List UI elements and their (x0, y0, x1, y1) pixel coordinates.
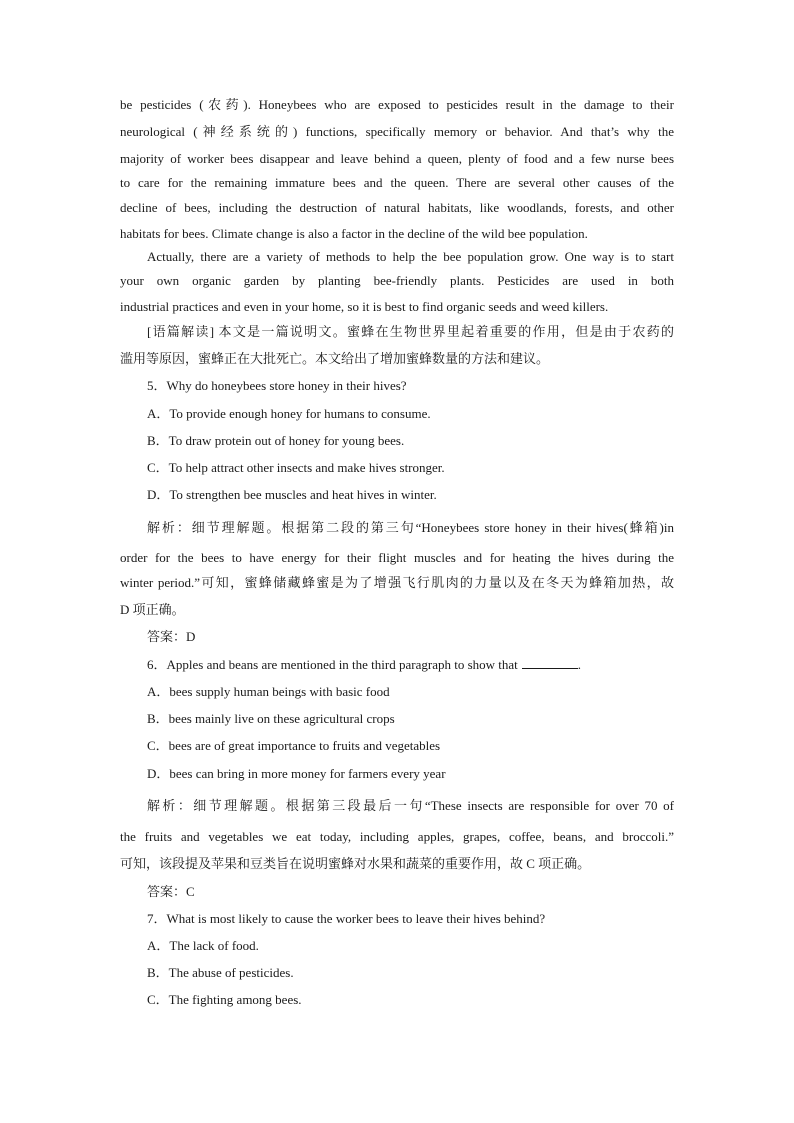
passage-line: industrial practices and even in your home, so it is best to find organic seeds and weed killers. (120, 299, 609, 314)
question-5-option-a: A．To provide enough honey for humans to consume. (147, 406, 431, 421)
passage-line: majority of worker bees disappear and leave behind a queen, plenty of food and a few nurse bees (120, 151, 674, 166)
question-5-stem: 5．Why do honeybees store honey in their hives? (147, 378, 407, 393)
question-5-option-c: C．To help attract other insects and make hives stronger. (147, 460, 445, 475)
question-6-option-d: D．bees can bring in more money for farmers every year (147, 766, 446, 781)
passage-line: to care for the remaining immature bees and the queen. There are several other causes of the (120, 175, 674, 190)
question-5-explanation-line: order for the bees to have energy for their flight muscles and for heating the hives during the (120, 550, 674, 565)
passage-line: Actually, there are a variety of methods to help the bee population grow. One way is to start (147, 249, 674, 264)
question-7-option-a: A．The lack of food. (147, 938, 259, 953)
question-5-option-d: D．To strengthen bee muscles and heat hives in winter. (147, 487, 437, 502)
question-6-option-c: C．bees are of great importance to fruits and vegetables (147, 738, 441, 753)
question-6-option-a: A．bees supply human beings with basic food (147, 684, 390, 699)
question-6-answer: 答案：C (147, 884, 195, 899)
passage-line: your own organic garden by planting bee-friendly plants. Pesticides are used in both (120, 273, 674, 288)
answer-blank (522, 656, 578, 669)
question-5-explanation-line: D 项正确。 (120, 602, 185, 617)
analysis-intro-line: 滥用等原因，蜜蜂正在大批死亡。本文给出了增加蜜蜂数量的方法和建议。 (120, 351, 550, 366)
analysis-intro-line: [语篇解读] 本文是一篇说明文。蜜蜂在生物世界里起着重要的作用，但是由于农药的 (147, 324, 674, 339)
passage-line: neurological (神经系统的) functions, specifically memory or behavior. And that’s why the (120, 124, 674, 139)
question-7-option-b: B．The abuse of pesticides. (147, 965, 294, 980)
question-5-explanation-line: 解析：细节理解题。根据第二段的第三句“Honeybees store honey in their hives(蜂箱)in (147, 520, 674, 535)
question-5-option-b: B．To draw protein out of honey for young bees. (147, 433, 405, 448)
question-6-stem-text: 6．Apples and beans are mentioned in the third paragraph to show that (147, 657, 518, 672)
question-5-answer: 答案：D (147, 629, 196, 644)
passage-line: habitats for bees. Climate change is also a factor in the decline of the wild bee population. (120, 226, 588, 241)
question-6-stem (147, 656, 674, 674)
question-5-explanation-line: winter period.”可知，蜜蜂储藏蜂蜜是为了增强飞行肌肉的力量以及在冬天为蜂箱加热，故 (120, 575, 674, 590)
question-6-explanation-line: 可知，该段提及苹果和豆类旨在说明蜜蜂对水果和蔬菜的重要作用，故 C 项正确。 (120, 856, 591, 871)
passage-line: decline of bees, including the destruction of natural habitats, like woodlands, forests, and other (120, 200, 674, 215)
question-6-explanation-line: 解析：细节理解题。根据第三段最后一句“These insects are responsible for over 70 of (147, 798, 674, 813)
passage-line: be pesticides (农药). Honeybees who are exposed to pesticides result in the damage to their (120, 97, 674, 112)
question-6-option-b: B．bees mainly live on these agricultural crops (147, 711, 395, 726)
question-6-explanation-line: the fruits and vegetables we eat today, including apples, grapes, coffee, beans, and broccoli.” (120, 829, 674, 844)
question-6-stem-end: . (577, 657, 582, 672)
question-7-option-c: C．The fighting among bees. (147, 992, 302, 1007)
question-7-stem: 7．What is most likely to cause the worker bees to leave their hives behind? (147, 911, 546, 926)
